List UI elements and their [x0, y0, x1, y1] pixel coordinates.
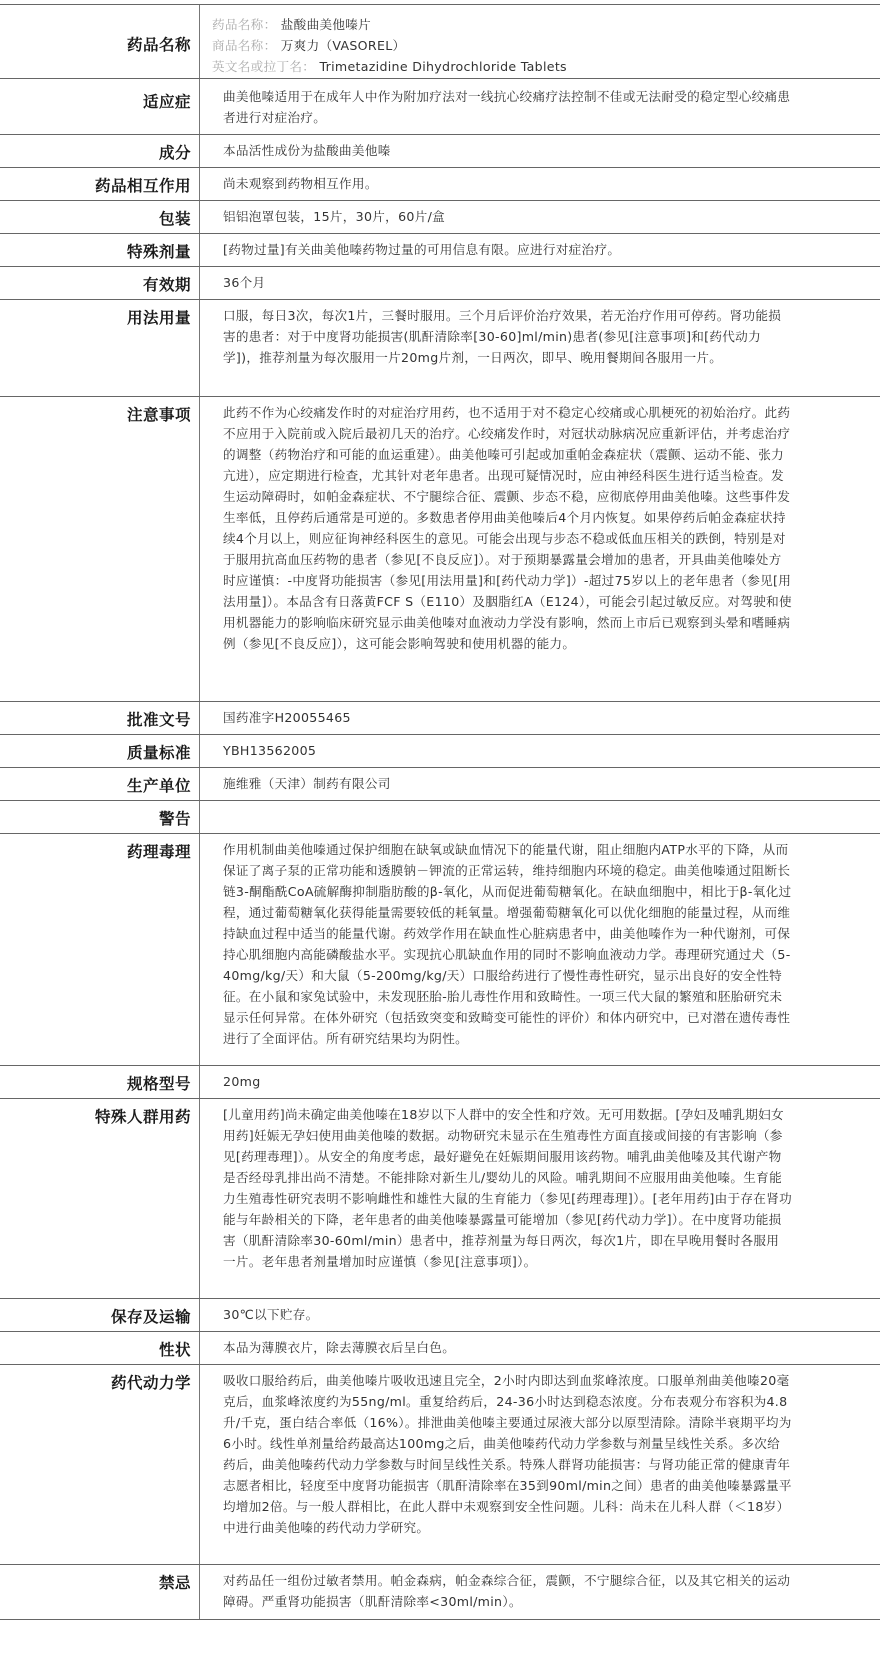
row-value: [药物过量]有关曲美他嗪药物过量的可用信息有限。应进行对症治疗。 — [223, 242, 621, 257]
row-label — [0, 1332, 200, 1364]
row-value: 施维雅（天津）制药有限公司 — [223, 776, 391, 791]
row-label-text: 质量标准 — [126, 744, 191, 762]
row-warning — [0, 800, 880, 833]
row-label — [0, 834, 200, 1065]
row-label-text: 包装 — [158, 210, 191, 228]
row-label — [0, 300, 200, 396]
english-name-value: Trimetazidine Dihydrochloride Tablets — [319, 59, 567, 74]
row-value: 曲美他嗪适用于在成年人中作为附加疗法对一线抗心绞痛疗法控制不佳或无法耐受的稳定型心绞痛患者进行对症治疗。 — [223, 89, 791, 125]
row-label — [0, 1066, 200, 1098]
row-label — [0, 168, 200, 200]
generic-name-line — [212, 14, 792, 35]
row-label-text: 特殊人群用药 — [94, 1108, 191, 1126]
english-name-line — [212, 56, 792, 77]
row-label-text: 注意事项 — [126, 406, 191, 424]
row-value: 本品为薄膜衣片，除去薄膜衣后呈白色。 — [223, 1340, 456, 1355]
row-value: 本品活性成份为盐酸曲美他嗪 — [223, 143, 391, 158]
row-drug-name — [0, 4, 880, 78]
row-value: 尚未观察到药物相互作用。 — [223, 176, 378, 191]
row-label-text: 警告 — [158, 810, 191, 828]
row-contraindications — [0, 1564, 880, 1620]
row-label — [0, 397, 200, 701]
row-label — [0, 5, 200, 78]
drug-name-value — [200, 5, 880, 78]
row-interactions — [0, 167, 880, 200]
row-special-populations — [0, 1098, 880, 1298]
row-label — [0, 234, 200, 266]
row-label — [0, 1365, 200, 1564]
row-expiry — [0, 266, 880, 299]
row-value: YBH13562005 — [223, 743, 317, 758]
row-label-text: 禁忌 — [158, 1574, 191, 1592]
row-indication — [0, 78, 880, 134]
row-value: 铝铝泡罩包装，15片，30片，60片/盒 — [223, 209, 446, 224]
row-label-text: 用法用量 — [126, 309, 191, 327]
row-manufacturer — [0, 767, 880, 800]
row-label-text: 药代动力学 — [110, 1374, 191, 1392]
row-ingredients — [0, 134, 880, 167]
row-label — [0, 1299, 200, 1331]
row-special-dose — [0, 233, 880, 266]
row-value: 此药不作为心绞痛发作时的对症治疗用药，也不适用于对不稳定心绞痛或心肌梗死的初始治疗。此药不应用于入院前或入院后最初几天的治疗。心绞痛发作时，对冠状动脉病况应重新评估，并考虑治疗的调整（药物治疗和可能的血运重建）。曲美他嗪可引起或加重帕金森症状（震颤、运动不能、张力亢进），应定期进行检查，尤其针对老年患者。出现可疑情况时，应由神经科医生进行适当检查。发生运动障碍时，如帕金森症状、不宁腿综合征、震颤、步态不稳，应彻底停用曲美他嗪。这些事件发生率低，且停药后通常是可逆的。多数患者停用曲美他嗪后4个月内恢复。如果停药后帕金森症状持续4个月以上，则应征询神经科医生的意见。可能会出现与步态不稳或低血压相关的跌倒，特别是对于服用抗高血压药物的患者（参见[不良反应]）。对于预期暴露量会增加的患者，开具曲美他嗪处方时应谨慎：-中度肾功能损害（参见[用法用量]和[药代动力学]）-超过75岁以上的老年患者（参见[用法用量]）。本品含有日落黄FCF S（E110）及胭脂红A（E124），可能会引起过敏反应。对驾驶和使用机器能力的影响临床研究显示曲美他嗪对血液动力学没有影响，然而上市后已观察到头晕和嗜睡病例（参见[不良反应]），这可能会影响驾驶和使用机器的能力。 — [223, 405, 792, 651]
row-label-text: 药品相互作用 — [94, 177, 191, 195]
row-value — [200, 801, 880, 833]
row-label-text: 成分 — [158, 144, 191, 162]
row-value: 30℃以下贮存。 — [223, 1307, 319, 1322]
trade-name-value: 万爽力（VASOREL） — [280, 38, 406, 53]
row-dosage — [0, 299, 880, 396]
row-label-text: 药理毒理 — [126, 843, 191, 861]
row-label — [0, 1099, 200, 1298]
generic-name-value: 盐酸曲美他嗪片 — [280, 17, 372, 32]
generic-name-label: 药品名称： — [212, 17, 277, 32]
row-value: 国药准字H20055465 — [223, 710, 351, 725]
row-value: [儿童用药]尚未确定曲美他嗪在18岁以下人群中的安全性和疗效。无可用数据。[孕妇及哺乳期妇女用药]妊娠无孕妇使用曲美他嗪的数据。动物研究未显示在生殖毒性方面直接或间接的有害影响（参见[药理毒理]）。从安全的角度考虑，最好避免在妊娠期间服用该药物。哺乳曲美他嗪及其代谢产物是否经母乳排出尚不清楚。不能排除对新生儿/婴幼儿的风险。哺乳期间不应服用曲美他嗪。生育能力生殖毒性研究表明不影响雌性和雄性大鼠的生育能力（参见[药理毒理]）。[老年用药]由于存在肾功能与年龄相关的下降，老年患者的曲美他嗪暴露量可能增加（参见[药代动力学]）。在中度肾功能损害（肌酐清除率30-60ml/min）患者中，推荐剂量为每日两次，每次1片，即在早晚用餐时各服用一片。老年患者剂量增加时应谨慎（参见[注意事项]）。 — [223, 1107, 792, 1269]
row-label — [0, 135, 200, 167]
row-value: 20mg — [223, 1074, 261, 1089]
row-label — [0, 768, 200, 800]
row-label-text: 保存及运输 — [110, 1308, 191, 1326]
row-label-text: 生产单位 — [126, 777, 191, 795]
row-approval — [0, 701, 880, 734]
row-label-text: 适应症 — [142, 93, 191, 111]
row-appearance — [0, 1331, 880, 1364]
row-storage — [0, 1298, 880, 1331]
trade-name-label: 商品名称： — [212, 38, 277, 53]
row-label — [0, 201, 200, 233]
trade-name-line — [212, 35, 792, 56]
row-label — [0, 801, 200, 833]
english-name-label: 英文名或拉丁名： — [212, 59, 316, 74]
row-value: 作用机制曲美他嗪通过保护细胞在缺氧或缺血情况下的能量代谢，阻止细胞内ATP水平的下降，从而保证了离子泵的正常功能和透膜钠－钾流的正常运转，维持细胞内环境的稳定。曲美他嗪通过阻断长链3-酮酯酰CoA硫解酶抑制脂肪酸的β-氧化，从而促进葡萄糖氧化。在缺血细胞中，相比于β-氧化过程，通过葡萄糖氧化获得能量需要较低的耗氧量。增强葡萄糖氧化可以优化细胞的能量过程，从而维持缺血过程中适当的能量代谢。药效学作用在缺血性心脏病患者中，曲美他嗪作为一种代谢剂，可保持心肌细胞内高能磷酸盐水平。实现抗心肌缺血作用的同时不影响血液动力学。毒理研究通过犬（5-40mg/kg/天）和大鼠（5-200mg/kg/天）口服给药进行了慢性毒性研究，显示出良好的安全性特征。在小鼠和家兔试验中，未发现胚胎-胎儿毒性作用和致畸性。一项三代大鼠的繁殖和胚胎研究未显示任何异常。在体外研究（包括致突变和致畸变可能性的评价）和体内研究中，已对潜在遗传毒性进行了全面评估。所有研究结果均为阴性。 — [223, 842, 792, 1046]
row-label-text: 规格型号 — [126, 1075, 191, 1093]
row-label-text: 性状 — [158, 1341, 191, 1359]
row-pharmacology — [0, 833, 880, 1065]
row-label — [0, 702, 200, 734]
row-value: 吸收口服给药后，曲美他嗪片吸收迅速且完全，2小时内即达到血浆峰浓度。口服单剂曲美他嗪20毫克后，血浆峰浓度约为55ng/ml。重复给药后，24-36小时达到稳态浓度。分布表观分布容积为4.8升/千克，蛋白结合率低（16%）。排泄曲美他嗪主要通过尿液大部分以原型清除。清除半衰期平均为6小时。线性单剂量给药最高达100mg之后，曲美他嗪药代动力学参数与剂量呈线性关系。多次给药后，曲美他嗪药代动力学参数与时间呈线性关系。特殊人群肾功能损害：与肾功能正常的健康青年志愿者相比，轻度至中度肾功能损害（肌酐清除率在35到90ml/min之间）患者的曲美他嗪暴露量平均增加2倍。与一般人群相比，在此人群中未观察到安全性问题。儿科：尚未在儿科人群（＜18岁）中进行曲美他嗪的药代动力学研究。 — [223, 1373, 792, 1535]
row-label-text: 有效期 — [142, 276, 191, 294]
row-packaging — [0, 200, 880, 233]
row-value: 36个月 — [223, 275, 266, 290]
row-label — [0, 267, 200, 299]
row-value: 口服，每日3次，每次1片，三餐时服用。三个月后评价治疗效果，若无治疗作用可停药。肾功能损害的患者：对于中度肾功能损害(肌酐清除率[30-60]ml/min)患者(参见[注意事项]和[药代动力学])，推荐剂量为每次服用一片20mg片剂，一日两次，即早、晚用餐期间各服用一片。 — [223, 308, 782, 365]
row-label — [0, 735, 200, 767]
row-pharmacokinetics — [0, 1364, 880, 1564]
row-precautions — [0, 396, 880, 701]
row-label-text: 批准文号 — [126, 711, 191, 729]
row-value: 对药品任一组份过敏者禁用。帕金森病，帕金森综合征，震颤，不宁腿综合征，以及其它相关的运动障碍。严重肾功能损害（肌酐清除率<30ml/min）。 — [223, 1573, 791, 1609]
row-label — [0, 1565, 200, 1619]
row-label-text: 特殊剂量 — [126, 243, 191, 261]
row-specification — [0, 1065, 880, 1098]
row-label — [0, 79, 200, 134]
row-quality-standard — [0, 734, 880, 767]
row-label-text: 药品名称 — [126, 36, 191, 54]
